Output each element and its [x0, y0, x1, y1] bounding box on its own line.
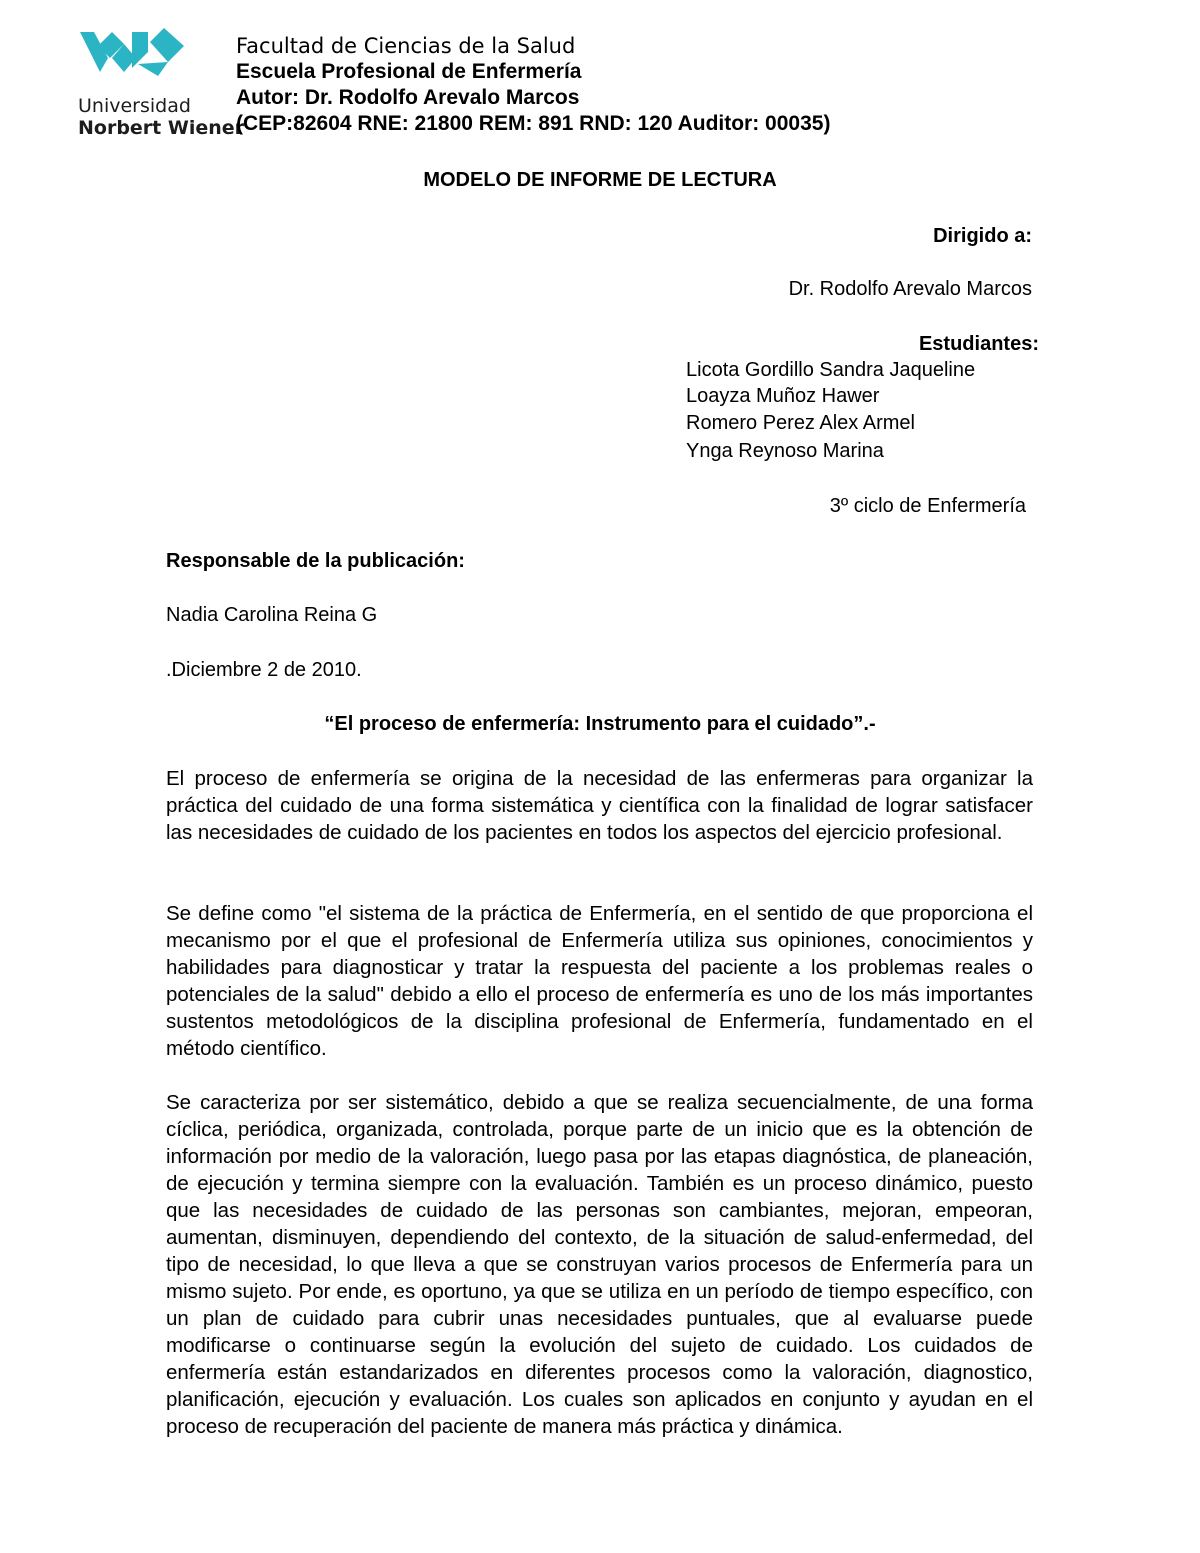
student-name: Romero Perez Alex Armel [686, 412, 915, 434]
author-line: Autor: Dr. Rodolfo Arevalo Marcos [236, 86, 580, 109]
school-name: Escuela Profesional de Enfermería [236, 60, 582, 83]
student-name: Licota Gordillo Sandra Jaqueline [686, 359, 976, 381]
document-title: MODELO DE INFORME DE LECTURA [423, 169, 777, 191]
body-paragraph: El proceso de enfermería se origina de la necesidad de las enfermeras para organizar la práctica del cuidado de una forma sistemática y científica con la finalidad de lograr satisfacer las necesidades de cuidado de los pacientes en todos los aspectos del ejercicio profesional. [166, 767, 1033, 844]
addressed-label: Dirigido a: [933, 225, 1032, 247]
body-paragraph: Se define como "el sistema de la práctica de Enfermería, en el sentido de que proporciona el mecanismo por el que el profesional de Enfermería utiliza sus opiniones, conocimientos y habilidades para diagnosticar y tratar la respuesta del paciente a los problemas reales o potenciales de la salud" debido a ello el proceso de enfermería es uno de los más importantes sustentos metodológicos de la disciplina profesional de Enfermería, fundamentado en el método científico. [166, 902, 1033, 1060]
addressed-name: Dr. Rodolfo Arevalo Marcos [788, 278, 1032, 300]
faculty-name: Facultad de Ciencias de la Salud [236, 34, 576, 58]
publication-responsible: Nadia Carolina Reina G [166, 604, 378, 626]
university-logo [78, 28, 228, 88]
credentials-line: (CEP:82604 RNE: 21800 REM: 891 RND: 120 Auditor: 00035) [236, 112, 831, 135]
body-paragraph: Se caracteriza por ser sistemático, debido a que se realiza secuencialmente, de una forma cíclica, periódica, organizada, controlada, porque parte de un inicio que es la obtención de información por medio de la valoración, luego pasa por las etapas diagnóstica, de planeación, de ejecución y termina siempre con la evaluación. También es un proceso dinámico, puesto que las necesidades de cuidado de las personas son cambiantes, mejoran, empeoran, aumentan, disminuyen, dependiendo del contexto, de la situación de salud-enfermedad, del tipo de necesidad, lo que lleva a que se construyan varios procesos de Enfermería para un mismo sujeto. Por ende, es oportuno, ya que se utiliza en un período de tiempo específico, con un plan de cuidado para cubrir unas necesidades puntuales, que al evaluarse puede modificarse o continuarse según la evolución del sujeto de cuidado. Los cuidados de enfermería están estandarizados en diferentes procesos como la valoración, diagnostico, planificación, ejecución y evaluación. Los cuales son aplicados en conjunto y ayudan en el proceso de recuperación del paciente de manera más práctica y dinámica. [166, 1091, 1033, 1438]
student-name: Ynga Reynoso Marina [686, 440, 884, 462]
university-name-line1: Universidad [78, 95, 191, 117]
publication-label: Responsable de la publicación: [166, 550, 465, 572]
publication-date: .Diciembre 2 de 2010. [166, 659, 362, 681]
student-name: Loayza Muñoz Hawer [686, 385, 880, 407]
article-title: “El proceso de enfermería: Instrumento para el cuidado”.- [324, 713, 876, 735]
logo-mark-icon [78, 28, 188, 88]
students-label: Estudiantes: [918, 333, 1039, 355]
cycle-text: 3º ciclo de Enfermería [829, 495, 1026, 517]
university-name-line2: Norbert Wiener [78, 117, 245, 139]
